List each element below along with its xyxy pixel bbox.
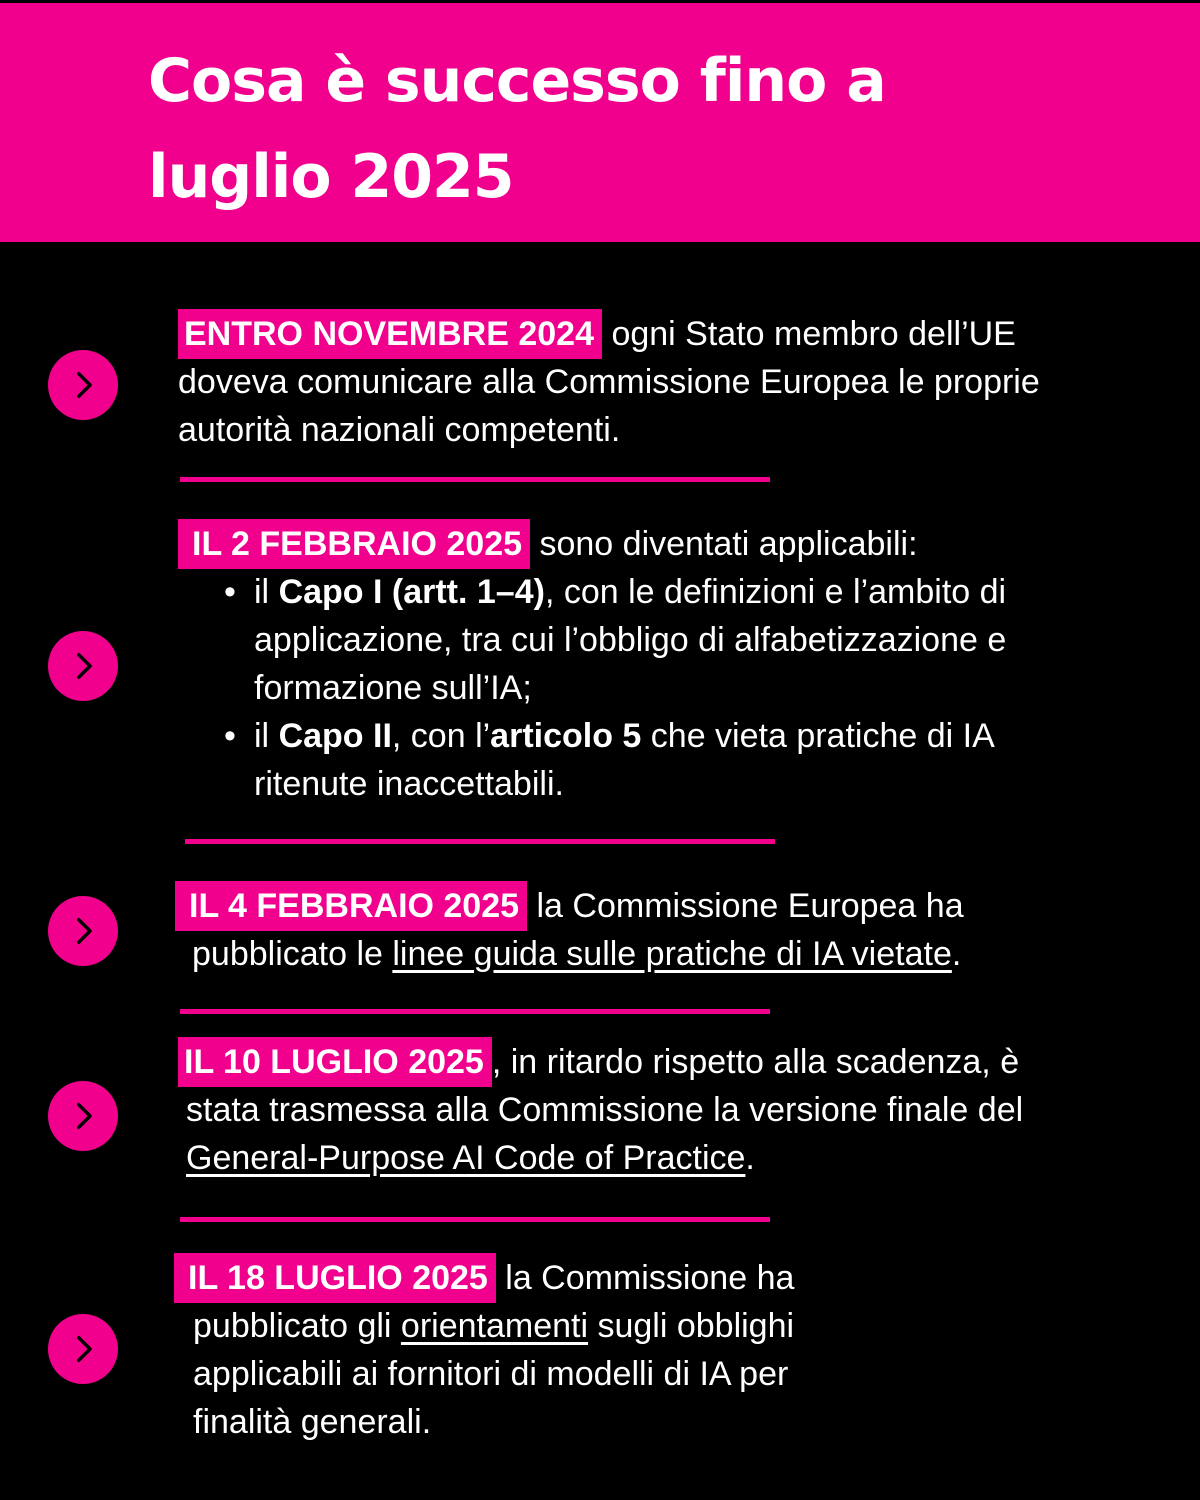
timeline-entry-2 bbox=[178, 520, 1098, 808]
bullet-list bbox=[178, 568, 1098, 808]
timeline-entry-5: IL 18 LUGLIO 2025 la Commissione ha pubblicato gli orientamenti sugli obblighi applicabili ai fornitori di modelli di IA per finalità generali. bbox=[174, 1254, 883, 1446]
divider bbox=[180, 1217, 770, 1222]
date-badge: IL 18 LUGLIO 2025 bbox=[174, 1253, 496, 1303]
divider bbox=[180, 477, 770, 482]
list-item: • il Capo I (artt. 1–4), con le definizioni e l’ambito di applicazione, tra cui l’obbligo di alfabetizzazione e formazione sull’IA; bbox=[254, 568, 1098, 712]
chevron-right-icon[interactable] bbox=[48, 350, 118, 420]
orientations-link[interactable]: orientamenti bbox=[400, 1307, 589, 1345]
chevron-right-icon[interactable] bbox=[48, 631, 118, 701]
timeline-entry-4: IL 10 LUGLIO 2025 , in ritardo rispetto alla scadenza, è stata trasmessa alla Commissione la versione finale del General-Purpose AI Code of Practice. bbox=[178, 1038, 1096, 1182]
entry-text: sono diventati applicabili: bbox=[530, 525, 918, 563]
chevron-right-icon[interactable] bbox=[48, 1081, 118, 1151]
date-badge: ENTRO NOVEMBRE 2024 bbox=[178, 309, 602, 359]
chevron-right-icon[interactable] bbox=[48, 896, 118, 966]
list-item: • il Capo II, con l’articolo 5 che vieta pratiche di IA ritenute inaccettabili. bbox=[254, 712, 1098, 808]
page-title: Cosa è successo fino a luglio 2025 bbox=[148, 46, 886, 212]
date-badge: IL 2 FEBBRAIO 2025 bbox=[178, 519, 530, 569]
date-badge: IL 4 FEBBRAIO 2025 bbox=[175, 881, 527, 931]
code-of-practice-link[interactable]: General-Purpose AI Code of Practice bbox=[186, 1139, 746, 1177]
chevron-right-icon[interactable] bbox=[48, 1314, 118, 1384]
divider bbox=[185, 839, 775, 844]
entry-text: ogni Stato membro dell’UE doveva comunicare alla Commissione Europea le proprie autorità nazionali competenti. bbox=[178, 315, 1040, 449]
timeline-entry-3: IL 4 FEBBRAIO 2025 la Commissione Europea ha pubblicato le linee guida sulle pratiche di IA vietate. bbox=[175, 882, 1052, 978]
timeline-entry-1 bbox=[178, 310, 1078, 454]
header-banner bbox=[0, 3, 1200, 242]
guidelines-link[interactable]: linee guida sulle pratiche di IA vietate bbox=[392, 935, 952, 973]
date-badge: IL 10 LUGLIO 2025 bbox=[178, 1037, 492, 1087]
divider bbox=[180, 1009, 770, 1014]
